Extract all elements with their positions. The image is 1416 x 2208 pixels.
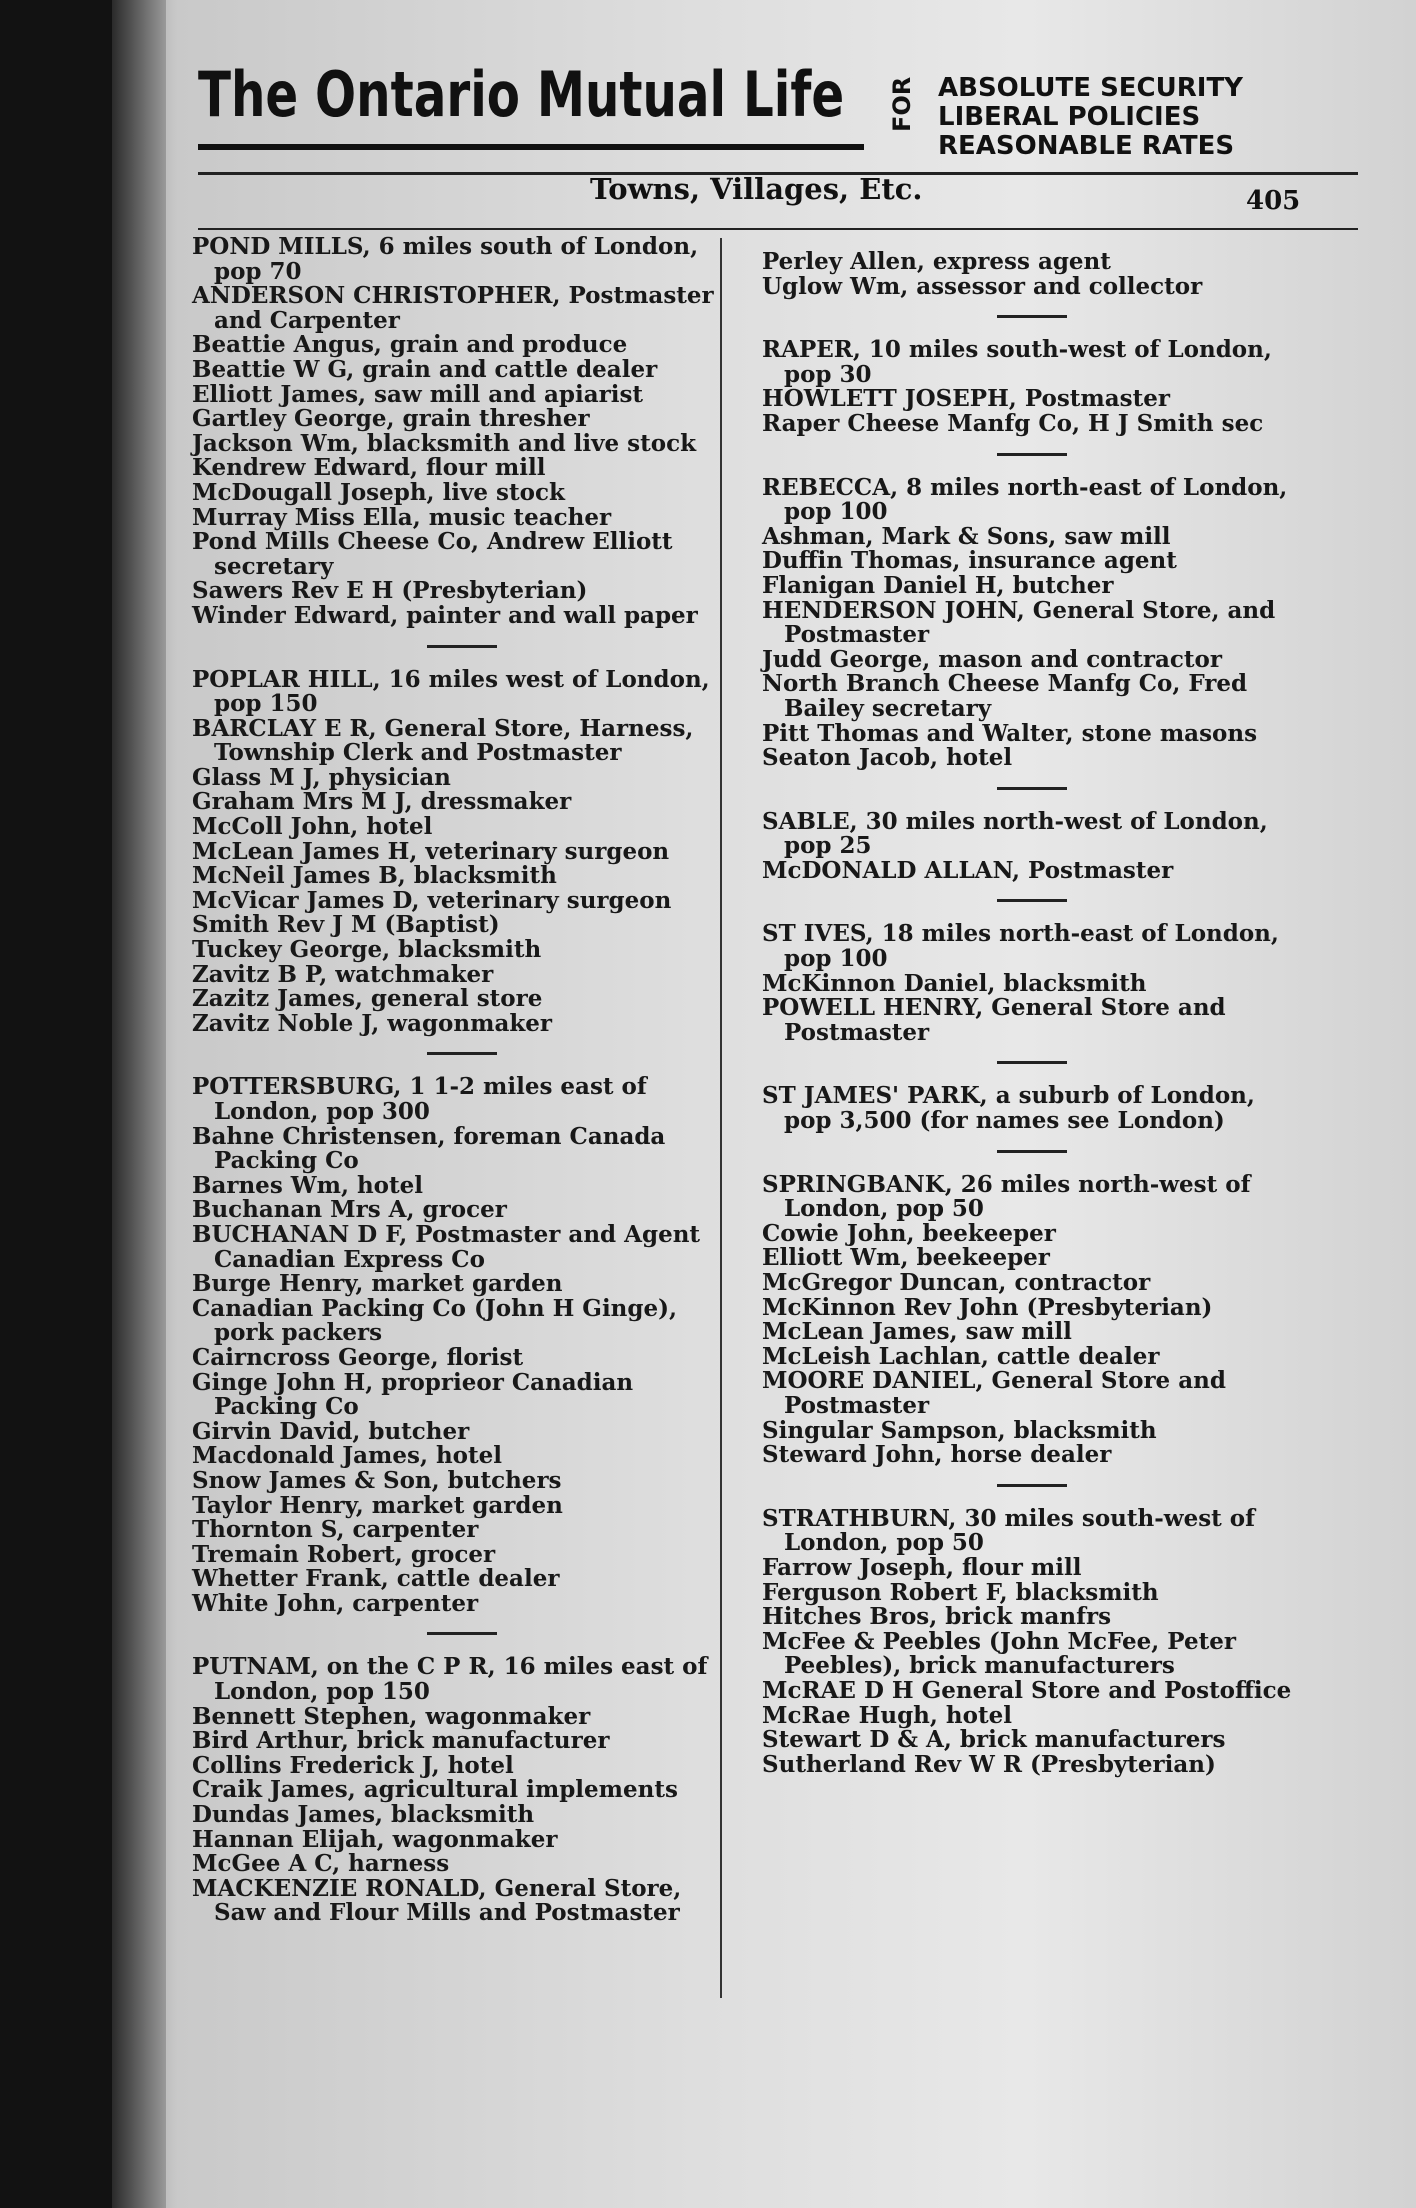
directory-entry: Seaton Jacob, hotel [762,744,1013,772]
directory-entry: MACKENZIE RONALD, General Store, Saw and Flour Mills and Postmaster [192,1874,682,1927]
directory-entry: Dundas James, blacksmith [192,1801,535,1829]
directory-entry: McGee A C, harness [192,1850,450,1878]
directory-entry: Girvin David, butcher [192,1417,470,1445]
directory-entry: Ashman, Mark & Sons, saw mill [762,522,1171,550]
directory-entry: Canadian Packing Co (John H Ginge), pork packers [192,1294,678,1347]
directory-entry: Pitt Thomas and Walter, stone masons [762,719,1258,747]
directory-entry: HOWLETT JOSEPH, Postmaster [762,385,1170,413]
directory-entry: Kendrew Edward, flour mill [192,454,546,482]
left-column [192,235,732,1926]
section-separator [997,1484,1067,1487]
directory-entry: McKinnon Daniel, blacksmith [762,969,1147,997]
directory-entry: Thornton S, carpenter [192,1516,479,1544]
directory-entry: Singular Sampson, blacksmith [762,1416,1157,1444]
directory-entry: McLean James, saw mill [762,1318,1072,1346]
section-separator [427,645,497,648]
directory-entry: Beattie W G, grain and cattle dealer [192,355,658,383]
right-column [762,250,1302,1777]
directory-entry: BUCHANAN D F, Postmaster and Agent Canadian Express Co [192,1220,701,1273]
directory-entry: Graham Mrs M J, dressmaker [192,788,572,816]
column-divider [720,238,722,1998]
directory-entry: Barnes Wm, hotel [192,1171,424,1199]
directory-entry: Elliott James, saw mill and apiarist [192,380,644,408]
page-number: 405 [1246,186,1301,216]
place-heading: POPLAR HILL, 16 miles west of London, pop 150 [192,665,710,718]
directory-entry: Macdonald James, hotel [192,1442,503,1470]
directory-entry: Bird Arthur, brick manufacturer [192,1727,610,1755]
directory-entry: Duffin Thomas, insurance agent [762,547,1177,575]
directory-entry: Cowie John, beekeeper [762,1219,1056,1247]
directory-entry: BARCLAY E R, General Store, Harness, Township Clerk and Postmaster [192,714,694,767]
directory-entry: Bennett Stephen, wagonmaker [192,1702,591,1730]
slogan-line: REASONABLE RATES [938,131,1235,161]
directory-entry: Buchanan Mrs A, grocer [192,1196,507,1224]
directory-entry: HENDERSON JOHN, General Store, and Postmaster [762,596,1276,649]
directory-entry: Smith Rev J M (Baptist) [192,911,500,939]
directory-entry: ANDERSON CHRISTOPHER, Postmaster and Carpenter [192,282,714,334]
directory-entry: McRAE D H General Store and Postoffice [762,1676,1292,1704]
directory-entry: Burge Henry, market garden [192,1270,563,1298]
directory-entry: Glass M J, physician [192,763,451,791]
slogan-line: ABSOLUTE SECURITY [938,73,1244,103]
directory-entry: Sutherland Rev W R (Presbyterian) [762,1750,1216,1778]
directory-entry: Ginge John H, proprieor Canadian Packing Co [192,1368,634,1421]
directory-entry: Murray Miss Ella, music teacher [192,503,612,531]
directory-page [112,0,1416,2208]
brand-title: The Ontario Mutual Life [198,58,845,131]
place-heading: RAPER, 10 miles south-west of London, pop 30 [762,336,1272,388]
brand-underline [198,144,864,150]
directory-entry: Sawers Rev E H (Presbyterian) [192,577,588,605]
directory-entry: Stewart D & A, brick manufacturers [762,1726,1226,1754]
directory-entry: Zazitz James, general store [192,985,543,1013]
directory-entry: North Branch Cheese Manfg Co, Fred Bailey secretary [762,670,1248,722]
directory-entry: Hitches Bros, brick manfrs [762,1603,1112,1631]
directory-entry: McFee & Peebles (John McFee, Peter Peebles), brick manufacturers [762,1627,1236,1680]
page-gutter [112,0,166,2208]
place-heading: SPRINGBANK, 26 miles north-west of London, pop 50 [762,1170,1251,1223]
place-heading: REBECCA, 8 miles north-east of London, pop 100 [762,473,1288,526]
directory-entry: Craik James, agricultural implements [192,1776,678,1804]
directory-entry: McDougall Joseph, live stock [192,478,565,506]
section-separator [427,1052,497,1055]
directory-entry: McRae Hugh, hotel [762,1701,1012,1729]
directory-entry: Steward John, horse dealer [762,1441,1112,1469]
directory-entry: McKinnon Rev John (Presbyterian) [762,1293,1213,1321]
place-heading: POTTERSBURG, 1 1-2 miles east of London, pop 300 [192,1073,647,1125]
directory-entry: McGregor Duncan, contractor [762,1269,1151,1296]
directory-entry: Hannan Elijah, wagonmaker [192,1825,558,1853]
running-title: Towns, Villages, Etc. [590,172,923,206]
section-separator [997,453,1067,456]
directory-entry: McLeish Lachlan, cattle dealer [762,1342,1160,1370]
section-separator [997,315,1067,318]
place-heading: ST IVES, 18 miles north-east of London, pop 100 [762,920,1279,973]
place-heading: STRATHBURN, 30 miles south-west of London, pop 50 [762,1504,1256,1557]
directory-entry: Flanigan Daniel H, butcher [762,571,1114,599]
directory-entry: Snow James & Son, butchers [192,1466,562,1494]
directory-entry: Perley Allen, express agent [762,248,1111,275]
directory-entry: Raper Cheese Manfg Co, H J Smith sec [762,409,1264,437]
directory-entry: Jackson Wm, blacksmith and live stock [192,429,697,457]
header-rule-lower [198,228,1358,230]
directory-entry: Tuckey George, blacksmith [192,936,542,964]
section-separator [997,899,1067,902]
directory-entry: White John, carpenter [192,1589,479,1617]
directory-entry: Uglow Wm, assessor and collector [762,272,1203,300]
place-heading: PUTNAM, on the C P R, 16 miles east of London, pop 150 [192,1653,708,1706]
section-separator [997,1150,1067,1153]
directory-entry: McNeil James B, blacksmith [192,862,557,890]
directory-entry: McDONALD ALLAN, Postmaster [762,856,1174,884]
section-separator [997,1061,1067,1064]
page-header [198,40,1358,170]
section-separator [427,1632,497,1635]
slogan-line: LIBERAL POLICIES [938,102,1201,132]
directory-entry: Farrow Joseph, flour mill [762,1553,1082,1581]
directory-entry: Winder Edward, painter and wall paper [192,601,698,629]
directory-entry: McVicar James D, veterinary surgeon [192,886,672,914]
directory-entry: POWELL HENRY, General Store and Postmaster [762,994,1226,1046]
directory-entry: Beattie Angus, grain and produce [192,331,628,359]
directory-entry: Cairncross George, florist [192,1343,524,1371]
directory-entry: McLean James H, veterinary surgeon [192,837,670,865]
directory-entry: Collins Frederick J, hotel [192,1751,514,1779]
place-heading: ST JAMES' PARK, a suburb of London, pop 3,500 (for names see London) [762,1082,1255,1135]
directory-entry: Gartley George, grain thresher [192,405,590,433]
directory-entry: Ferguson Robert F, blacksmith [762,1578,1159,1606]
place-heading: POND MILLS, 6 miles south of London, pop 70 [192,233,699,285]
directory-entry: Bahne Christensen, foreman Canada Packing Co [192,1122,666,1175]
directory-entry: Elliott Wm, beekeeper [762,1244,1050,1272]
directory-entry: Judd George, mason and contractor [762,645,1223,673]
directory-entry: Pond Mills Cheese Co, Andrew Elliott secretary [192,528,673,580]
directory-entry: MOORE DANIEL, General Store and Postmaster [762,1367,1226,1419]
section-separator [997,787,1067,790]
slogan-list [938,74,1243,161]
directory-entry: Zavitz B P, watchmaker [192,960,494,988]
for-label: FOR [888,76,916,132]
place-heading: SABLE, 30 miles north-west of London, pop 25 [762,807,1268,860]
directory-entry: Whetter Frank, cattle dealer [192,1565,560,1593]
directory-entry: McColl John, hotel [192,813,433,841]
directory-entry: Taylor Henry, market garden [192,1491,563,1519]
directory-entry: Tremain Robert, grocer [192,1540,496,1568]
directory-entry: Zavitz Noble J, wagonmaker [192,1009,553,1037]
